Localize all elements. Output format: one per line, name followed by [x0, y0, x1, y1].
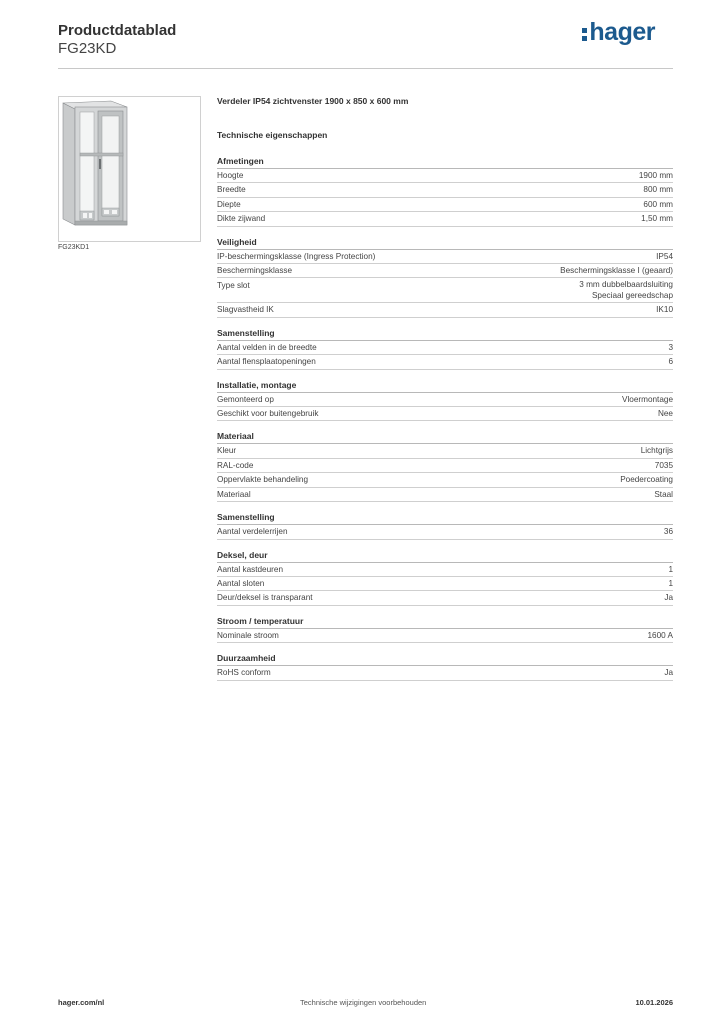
- cabinet-product-image: [59, 97, 200, 241]
- spec-row: [217, 407, 673, 421]
- spec-value: 600 mm: [643, 199, 673, 209]
- spec-label: Dikte zijwand: [217, 214, 266, 224]
- spec-section: [217, 550, 673, 606]
- spec-section: [217, 616, 673, 643]
- footer-date: 10.01.2026: [635, 998, 673, 1007]
- spec-value: Vloermontage: [622, 394, 673, 404]
- spec-value: Nee: [657, 409, 673, 419]
- spec-label: RoHS conform: [217, 668, 271, 678]
- spec-value: 1600 A: [647, 630, 673, 640]
- spec-row: [217, 577, 673, 591]
- spec-label: RAL-code: [217, 460, 254, 470]
- section-title: Stroom / temperatuur: [217, 616, 673, 629]
- spec-row: [217, 459, 673, 473]
- spec-row: [217, 444, 673, 458]
- spec-section: [217, 512, 673, 539]
- spec-label: Deur/deksel is transparant: [217, 593, 313, 603]
- spec-row: [217, 473, 673, 487]
- spec-label: Aantal velden in de breedte: [217, 342, 317, 352]
- section-title: Afmetingen: [217, 156, 673, 169]
- spec-value: Poedercoating: [620, 475, 673, 485]
- spec-row: [217, 591, 673, 605]
- section-title: Duurzaamheid: [217, 653, 673, 666]
- spec-value: 36: [663, 527, 673, 537]
- spec-label: Aantal sloten: [217, 578, 265, 588]
- spec-label: Aantal flensplaatopeningen: [217, 357, 316, 367]
- spec-value: IP54: [656, 251, 673, 261]
- spec-value: [579, 279, 673, 301]
- spec-section: [217, 156, 673, 227]
- spec-row: [217, 629, 673, 643]
- spec-section: [217, 431, 673, 502]
- spec-label: Materiaal: [217, 489, 251, 499]
- product-image: [58, 96, 201, 242]
- spec-row: [217, 393, 673, 407]
- spec-value: IK10: [656, 305, 673, 315]
- section-title: Samenstelling: [217, 512, 673, 525]
- spec-value: 3: [668, 342, 673, 352]
- product-code: FG23KD: [58, 40, 117, 57]
- section-title: Installatie, montage: [217, 380, 673, 393]
- spec-label: Aantal kastdeuren: [217, 564, 283, 574]
- spec-section: [217, 237, 673, 318]
- footer-website-link[interactable]: hager.com/nl: [58, 998, 105, 1007]
- spec-row: [217, 169, 673, 183]
- section-title: Materiaal: [217, 431, 673, 444]
- spec-row: [217, 198, 673, 212]
- footer-disclaimer: Technische wijzigingen voorbehouden: [300, 998, 427, 1007]
- spec-section: [217, 653, 673, 680]
- spec-value: Ja: [664, 593, 673, 603]
- spec-row: [217, 250, 673, 264]
- spec-value: Lichtgrijs: [640, 446, 673, 456]
- spec-value: 1900 mm: [638, 171, 673, 180]
- section-title: Samenstelling: [217, 328, 673, 341]
- spec-label: Gemonteerd op: [217, 394, 274, 404]
- document-title: Productdatablad: [58, 22, 177, 39]
- page-header: [58, 18, 673, 69]
- spec-value-line: Speciaal gereedschap: [591, 291, 673, 301]
- spec-label: IP-beschermingsklasse (Ingress Protection): [217, 251, 376, 261]
- tech-heading: Technische eigenschappen: [217, 130, 328, 140]
- spec-label: Type slot: [217, 281, 250, 291]
- spec-row: [217, 341, 673, 355]
- spec-label: Geschikt voor buitengebruik: [217, 409, 319, 419]
- product-title: Verdeler IP54 zichtvenster 1900 x 850 x 600 mm: [217, 96, 409, 106]
- spec-label: Beschermingsklasse: [217, 266, 293, 276]
- spec-row: [217, 303, 673, 317]
- hager-logo: [582, 19, 655, 45]
- spec-value: 1: [668, 564, 673, 574]
- spec-row: [217, 488, 673, 502]
- section-title: Deksel, deur: [217, 550, 673, 563]
- spec-value: Ja: [664, 668, 673, 678]
- spec-section: [217, 380, 673, 422]
- spec-label: Diepte: [217, 199, 241, 209]
- image-caption: FG23KD1: [58, 244, 90, 251]
- spec-label: Kleur: [217, 446, 237, 456]
- spec-label: Nominale stroom: [217, 630, 279, 640]
- spec-value: 6: [668, 357, 673, 367]
- spec-section: [217, 328, 673, 370]
- spec-label: Aantal verdelerrijen: [217, 527, 288, 537]
- spec-row: [217, 525, 673, 539]
- spec-label: Slagvastheid IK: [217, 305, 274, 315]
- spec-value: 7035: [654, 460, 673, 470]
- spec-row: [217, 278, 673, 303]
- spec-row: [217, 563, 673, 577]
- spec-label: Oppervlakte behandeling: [217, 475, 309, 485]
- logo-text: hager: [589, 18, 655, 46]
- spec-row: [217, 264, 673, 278]
- section-title: Veiligheid: [217, 237, 673, 250]
- spec-value: 1: [668, 578, 673, 588]
- spec-label: Hoogte: [217, 171, 244, 180]
- spec-row: [217, 183, 673, 197]
- spec-value: Beschermingsklasse I (geaard): [560, 266, 673, 276]
- spec-row: [217, 355, 673, 369]
- spec-row: [217, 212, 673, 226]
- spec-row: [217, 666, 673, 680]
- spec-value: 800 mm: [643, 185, 673, 195]
- spec-value-line: 3 mm dubbelbaardsluiting: [579, 280, 673, 290]
- spec-content: [217, 96, 673, 691]
- logo-dots-icon: [582, 28, 587, 41]
- spec-value: Staal: [654, 489, 673, 499]
- spec-value: 1,50 mm: [641, 214, 673, 224]
- spec-label: Breedte: [217, 185, 246, 195]
